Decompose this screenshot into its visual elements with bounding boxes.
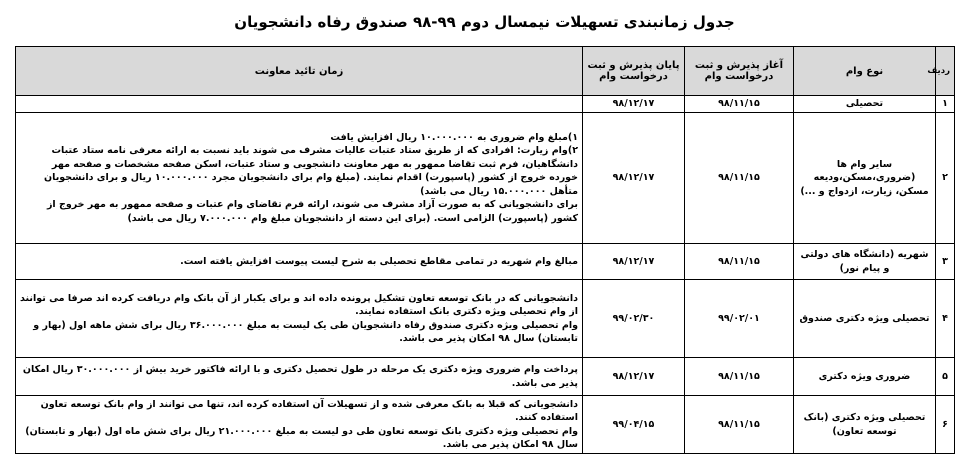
start-date-cell: ۹۸/۱۱/۱۵ — [685, 243, 794, 280]
loan-type-cell: تحصیلی — [794, 96, 936, 113]
document-title: جدول زمانبندی تسهیلات نیمسال دوم ۹۹-۹۸ صندوق رفاه دانشجویان — [234, 13, 735, 31]
table-row — [16, 358, 955, 396]
start-date-cell: ۹۸/۱۱/۱۵ — [685, 96, 794, 113]
approval-description-cell — [16, 112, 583, 243]
row-number: ۱ — [936, 96, 955, 113]
schedule-table — [15, 46, 955, 454]
description-line: مبالغ وام شهریه در تمامی مقاطع تحصیلی به شرح لیست پیوست افزایش یافته است. — [180, 255, 578, 267]
header-start: آغاز پذیرش و ثبت درخواست وام — [685, 47, 794, 96]
start-date-cell: ۹۸/۱۱/۱۵ — [685, 112, 794, 243]
approval-description-cell — [16, 96, 583, 113]
end-date-cell: ۹۹/۰۲/۳۰ — [583, 280, 685, 358]
loan-type-cell: شهریه (دانشگاه های دولتی و پیام نور) — [794, 243, 936, 280]
description-line: وام تحصیلی ویژه دکتری بانک توسعه تعاون طی دو لیست به مبلغ ۲۱.۰۰۰.۰۰۰ ریال برای شش ماه اول (بهار و تابستان) سال ۹۸ امکان پذیر می باشد. — [25, 425, 578, 451]
table-header-row — [16, 47, 955, 96]
header-loan-type: نوع وام — [794, 47, 936, 96]
approval-description-cell — [16, 280, 583, 358]
start-date-cell: ۹۹/۰۲/۰۱ — [685, 280, 794, 358]
table-row — [16, 280, 955, 358]
approval-description-cell — [16, 358, 583, 396]
description-line: دانشجویانی که در بانک توسعه تعاون تشکیل پرونده داده اند و برای یکبار از آن بانک وام دریافت کرده اند صرفا می توانند از وام تحصیلی ویژه دکتری بانک استفاده نمایند. — [20, 292, 578, 318]
row-number: ۵ — [936, 358, 955, 396]
end-date-cell: ۹۸/۱۲/۱۷ — [583, 243, 685, 280]
loan-type-cell: ضروری ویژه دکتری — [794, 358, 936, 396]
description-line: وام تحصیلی ویژه دکتری صندوق رفاه دانشجویان طی یک لیست به مبلغ ۳۶.۰۰۰.۰۰۰ ریال برای شش ماهه اول (بهار و تابستان) سال ۹۸ امکان پذیر می باشد. — [33, 319, 578, 345]
table-row — [16, 112, 955, 243]
header-approval: زمان تائید معاونت — [16, 47, 583, 96]
end-date-cell: ۹۹/۰۴/۱۵ — [583, 396, 685, 454]
end-date-cell: ۹۸/۱۲/۱۷ — [583, 96, 685, 113]
description-line: پرداخت وام ضروری ویژه دکتری یک مرحله در طول تحصیل دکتری و با ارائه فاکتور خرید بیش از ۳۰.۰۰۰.۰۰۰ ریال امکان پذیر می باشد. — [22, 364, 578, 389]
start-date-cell: ۹۸/۱۱/۱۵ — [685, 358, 794, 396]
table-row — [16, 396, 955, 454]
description-line: ۱)مبلغ وام ضروری به ۱۰.۰۰۰.۰۰۰ ریال افزایش یافت — [330, 131, 578, 143]
description-line: برای دانشجویانی که به صورت آزاد مشرف می شوند، ارائه فرم تقاضای وام عتبات و صفحه ممهور به مهر خروج از کشور (پاسپورت) الزامی است. (برای این دسته از دانشجویان مبلغ وام ۷.۰۰۰.۰۰۰ ریال می باشد) — [46, 199, 578, 224]
loan-type-cell: تحصیلی ویژه دکتری (بانک توسعه تعاون) — [794, 396, 936, 454]
row-number: ۶ — [936, 396, 955, 454]
end-date-cell: ۹۸/۱۲/۱۷ — [583, 358, 685, 396]
header-end: پایان پذیرش و ثبت درخواست وام — [583, 47, 685, 96]
row-number: ۳ — [936, 243, 955, 280]
table-row — [16, 96, 955, 113]
row-number: ۲ — [936, 112, 955, 243]
header-row-no: ردیف — [936, 47, 955, 96]
description-line: دانشجویانی که قبلا به بانک معرفی شده و از تسهیلات آن استفاده کرده اند، تنها می توانند از وام بانک توسعه تعاون استفاده کنند. — [40, 398, 578, 424]
row-number: ۴ — [936, 280, 955, 358]
approval-description-cell — [16, 396, 583, 454]
loan-type-cell: سایر وام ها (ضروری،مسکن،ودیعه مسکن، زیارت، ازدواج و ...) — [794, 112, 936, 243]
end-date-cell: ۹۸/۱۲/۱۷ — [583, 112, 685, 243]
start-date-cell: ۹۸/۱۱/۱۵ — [685, 396, 794, 454]
description-line: ۲)وام زیارت: افرادی که از طریق ستاد عتبات عالیات مشرف می شوند باید نسبت به ارائه معرفی نامه ستاد عتبات دانشگاهیان، فرم ثبت تقاضا ممهور به مهر معاونت دانشجویی و ستاد عتبات، اسکن صفحه مشخصات و صفحه مهر خورده خروج از کشور (پاسپورت) اقدام نمایند. (مبلغ وام برای دانشجویان مجرد ۱۰.۰۰۰.۰۰۰ ریال و برای دانشجویان متأهل ۱۵.۰۰۰.۰۰۰ ریال می باشد) — [44, 145, 578, 197]
approval-description-cell — [16, 243, 583, 280]
table-row — [16, 243, 955, 280]
loan-type-cell: تحصیلی ویژه دکتری صندوق — [794, 280, 936, 358]
